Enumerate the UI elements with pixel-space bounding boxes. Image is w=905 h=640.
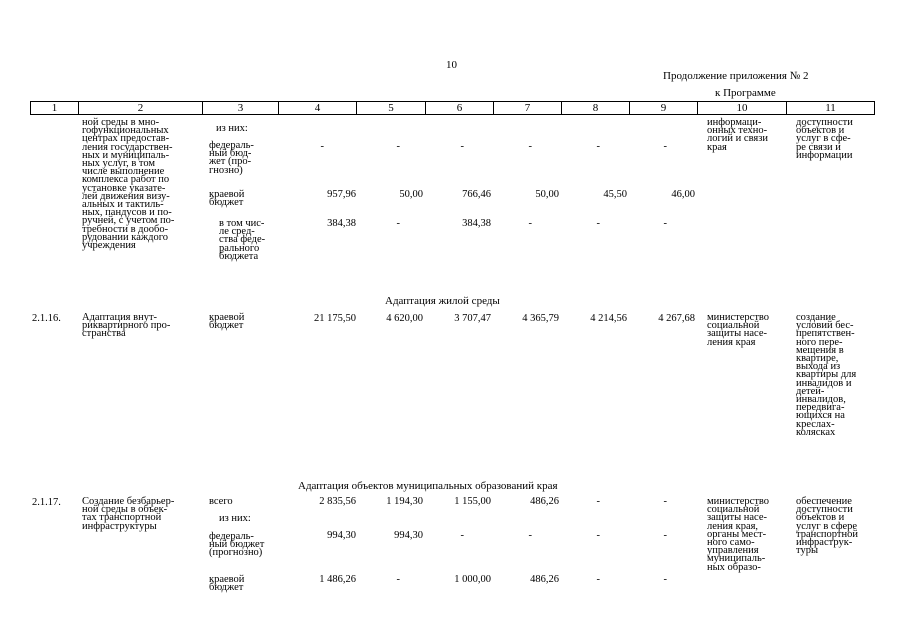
- value-cell: 1 000,00: [454, 574, 491, 585]
- funding-source: федераль- ный бюджет (прогнозно): [209, 531, 265, 559]
- result-continued: доступности объектов и услуг в сфе- ре связи и информации: [796, 117, 853, 161]
- value-cell: 486,26: [530, 496, 559, 507]
- value-cell: 45,50: [603, 189, 627, 200]
- item-number: 2.1.17.: [32, 497, 61, 508]
- continuation-subtitle: к Программе: [715, 87, 776, 99]
- value-cell: 50,00: [535, 189, 559, 200]
- value-cell: 486,26: [530, 574, 559, 585]
- value-cell: 4 214,56: [590, 313, 627, 324]
- column-number: 8: [562, 102, 630, 115]
- page-number: 10: [446, 59, 457, 71]
- value-cell: 1 155,00: [454, 496, 491, 507]
- value-cell: 994,30: [394, 530, 423, 541]
- value-cell: -: [396, 574, 400, 585]
- column-number: 5: [357, 102, 426, 115]
- value-cell: 957,96: [327, 189, 356, 200]
- column-number: 1: [31, 102, 79, 115]
- section-heading: Адаптация жилой среды: [385, 295, 500, 307]
- funding-source: краевой бюджет: [209, 189, 245, 209]
- funding-source: федераль- ный бюд- жет (про- гнозно): [209, 140, 254, 176]
- value-cell: -: [596, 496, 600, 507]
- value-cell: 994,30: [327, 530, 356, 541]
- column-header-row: [30, 101, 875, 115]
- column-number: 4: [279, 102, 357, 115]
- funding-source: из них:: [216, 123, 248, 134]
- value-cell: -: [460, 141, 464, 152]
- continuation-title: Продолжение приложения № 2: [663, 70, 809, 82]
- executor: министерство социальной защиты насе- ления края, органы мест- ного само- управления муниципаль- ных образо-: [707, 496, 770, 573]
- value-cell: -: [396, 141, 400, 152]
- value-cell: 4 365,79: [522, 313, 559, 324]
- value-cell: 50,00: [399, 189, 423, 200]
- expected-result: создание условий бес- препятствен- ного пере- мещения в квартире, выхода из квартиры для инвалидов и детей- инвалидов, передвига- ющихся на креслах- колясках: [796, 312, 857, 438]
- value-cell: 1 194,30: [386, 496, 423, 507]
- value-cell: 384,38: [462, 218, 491, 229]
- funding-source: из них:: [219, 513, 251, 524]
- measure-name-continued: ной среды в мно- гофункциональных центрах предостав- ления государствен- ных и муниципаль- ных услуг, в том числе выполнение комплекса работ по установке указате- лей движения визу- альных и тактиль- ных, пандусов и по- ручней, с учетом по- требности в дообо- рудовании каждого учреждения: [82, 117, 175, 252]
- value-cell: -: [460, 530, 464, 541]
- value-cell: 1 486,26: [319, 574, 356, 585]
- value-cell: 21 175,50: [314, 313, 356, 324]
- value-cell: 384,38: [327, 218, 356, 229]
- value-cell: -: [528, 218, 532, 229]
- measure-name: Адаптация внут- риквартирного про- странства: [82, 312, 171, 340]
- value-cell: 2 835,56: [319, 496, 356, 507]
- column-number: 7: [494, 102, 562, 115]
- value-cell: -: [528, 530, 532, 541]
- value-cell: -: [663, 218, 667, 229]
- column-number: 2: [79, 102, 203, 115]
- value-cell: -: [596, 574, 600, 585]
- value-cell: -: [663, 530, 667, 541]
- funding-source: в том чис- ле сред- ства феде- рального бюджета: [219, 218, 266, 262]
- value-cell: -: [596, 530, 600, 541]
- value-cell: -: [663, 141, 667, 152]
- value-cell: 46,00: [671, 189, 695, 200]
- column-number: 10: [698, 102, 787, 115]
- column-number: 3: [203, 102, 279, 115]
- item-number: 2.1.16.: [32, 313, 61, 324]
- column-number: 6: [426, 102, 494, 115]
- executor: министерство социальной защиты насе- ления края: [707, 312, 770, 348]
- funding-source: всего: [209, 496, 233, 507]
- value-cell: -: [320, 141, 324, 152]
- executor-continued: информаци- онных техно- логий и связи края: [707, 117, 768, 153]
- value-cell: -: [396, 218, 400, 229]
- value-cell: 766,46: [462, 189, 491, 200]
- value-cell: -: [663, 496, 667, 507]
- value-cell: 3 707,47: [454, 313, 491, 324]
- column-number: 9: [630, 102, 698, 115]
- measure-name: Создание безбарьер- ной среды в объек- тах транспортной инфраструктуры: [82, 496, 175, 532]
- expected-result: обеспечение доступности объектов и услуг в сфере транспортной инфраструк- туры: [796, 496, 858, 557]
- value-cell: -: [528, 141, 532, 152]
- value-cell: 4 620,00: [386, 313, 423, 324]
- value-cell: 4 267,68: [658, 313, 695, 324]
- value-cell: -: [596, 218, 600, 229]
- section-heading: Адаптация объектов муниципальных образований края: [298, 480, 558, 492]
- funding-source: краевой бюджет: [209, 312, 245, 332]
- value-cell: -: [663, 574, 667, 585]
- value-cell: -: [596, 141, 600, 152]
- column-number: 11: [787, 102, 875, 115]
- funding-source: краевой бюджет: [209, 574, 245, 594]
